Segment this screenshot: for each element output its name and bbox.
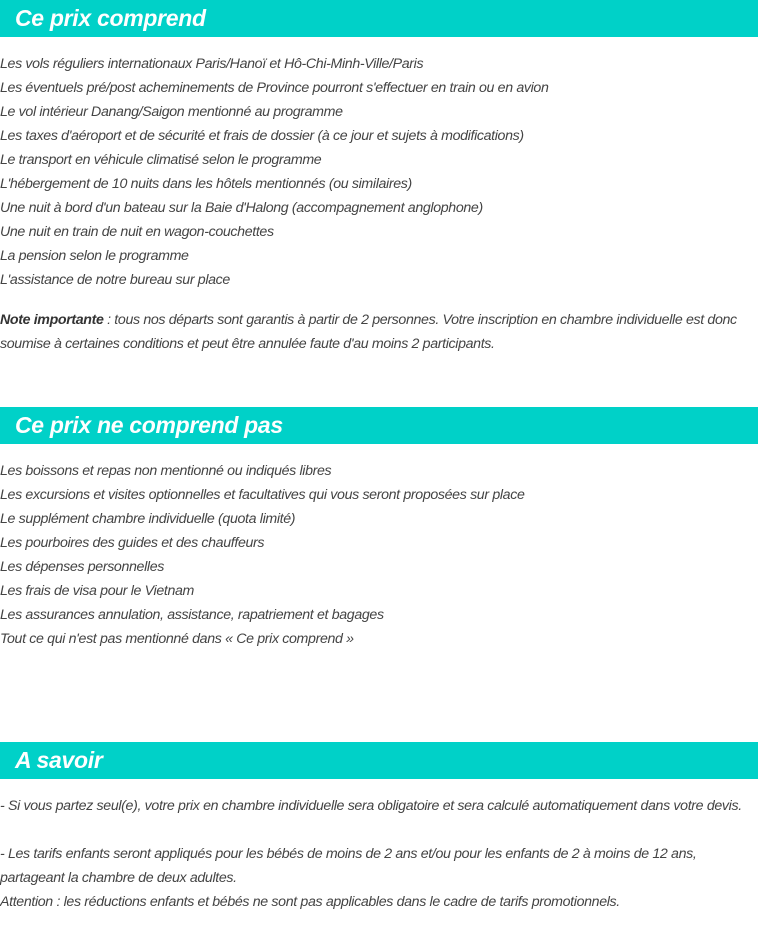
important-note-text: : tous nos départs sont garantis à partir de 2 personnes. Votre inscription en chambre individuelle est donc soumise à certaines conditions et peut être annulée faute d'au moins 2 participants.: [0, 312, 737, 352]
list-item: Le transport en véhicule climatisé selon le programme: [0, 152, 322, 168]
list-item: L'assistance de notre bureau sur place: [0, 272, 230, 288]
list-item: Une nuit en train de nuit en wagon-couchettes: [0, 224, 274, 240]
list-item: L'hébergement de 10 nuits dans les hôtels mentionnés (ou similaires): [0, 176, 412, 192]
list-item: Les dépenses personnelles: [0, 559, 164, 575]
to-know-line: - Les tarifs enfants seront appliqués pour les bébés de moins de 2 ans et/ou pour les enfants de 2 à moins de 12 ans, partageant la chambre de deux adultes.: [0, 846, 697, 886]
to-know-line: - Si vous partez seul(e), votre prix en chambre individuelle sera obligatoire et sera calculé automatiquement dans votre devis.: [0, 798, 742, 814]
list-item: Les vols réguliers internationaux Paris/Hanoï et Hô-Chi-Minh-Ville/Paris: [0, 56, 424, 72]
list-item: Tout ce qui n'est pas mentionné dans « Ce prix comprend »: [0, 631, 354, 647]
to-know-line: Attention : les réductions enfants et bébés ne sont pas applicables dans le cadre de tarifs promotionnels.: [0, 894, 620, 910]
excluded-list: [0, 459, 524, 651]
list-item: Les boissons et repas non mentionné ou indiqués libres: [0, 463, 332, 479]
to-know-section-title: A savoir: [0, 742, 758, 779]
important-note-label: Note importante: [0, 312, 104, 328]
list-item: Une nuit à bord d'un bateau sur la Baie d'Halong (accompagnement anglophone): [0, 200, 483, 216]
list-item: Les taxes d'aéroport et de sécurité et frais de dossier (à ce jour et sujets à modifications): [0, 128, 524, 144]
list-item: Le vol intérieur Danang/Saigon mentionné au programme: [0, 104, 343, 120]
included-list: [0, 52, 549, 292]
list-item: Les éventuels pré/post acheminements de Province pourront s'effectuer en train ou en avion: [0, 80, 549, 96]
list-item: Les pourboires des guides et des chauffeurs: [0, 535, 265, 551]
excluded-section-title: Ce prix ne comprend pas: [0, 407, 758, 444]
list-item: La pension selon le programme: [0, 248, 189, 264]
list-item: Les excursions et visites optionnelles et facultatives qui vous seront proposées sur place: [0, 487, 525, 503]
important-note: [0, 308, 756, 356]
list-item: Les frais de visa pour le Vietnam: [0, 583, 195, 599]
included-section-title: Ce prix comprend: [0, 0, 758, 37]
list-item: Le supplément chambre individuelle (quota limité): [0, 511, 296, 527]
list-item: Les assurances annulation, assistance, rapatriement et bagages: [0, 607, 384, 623]
